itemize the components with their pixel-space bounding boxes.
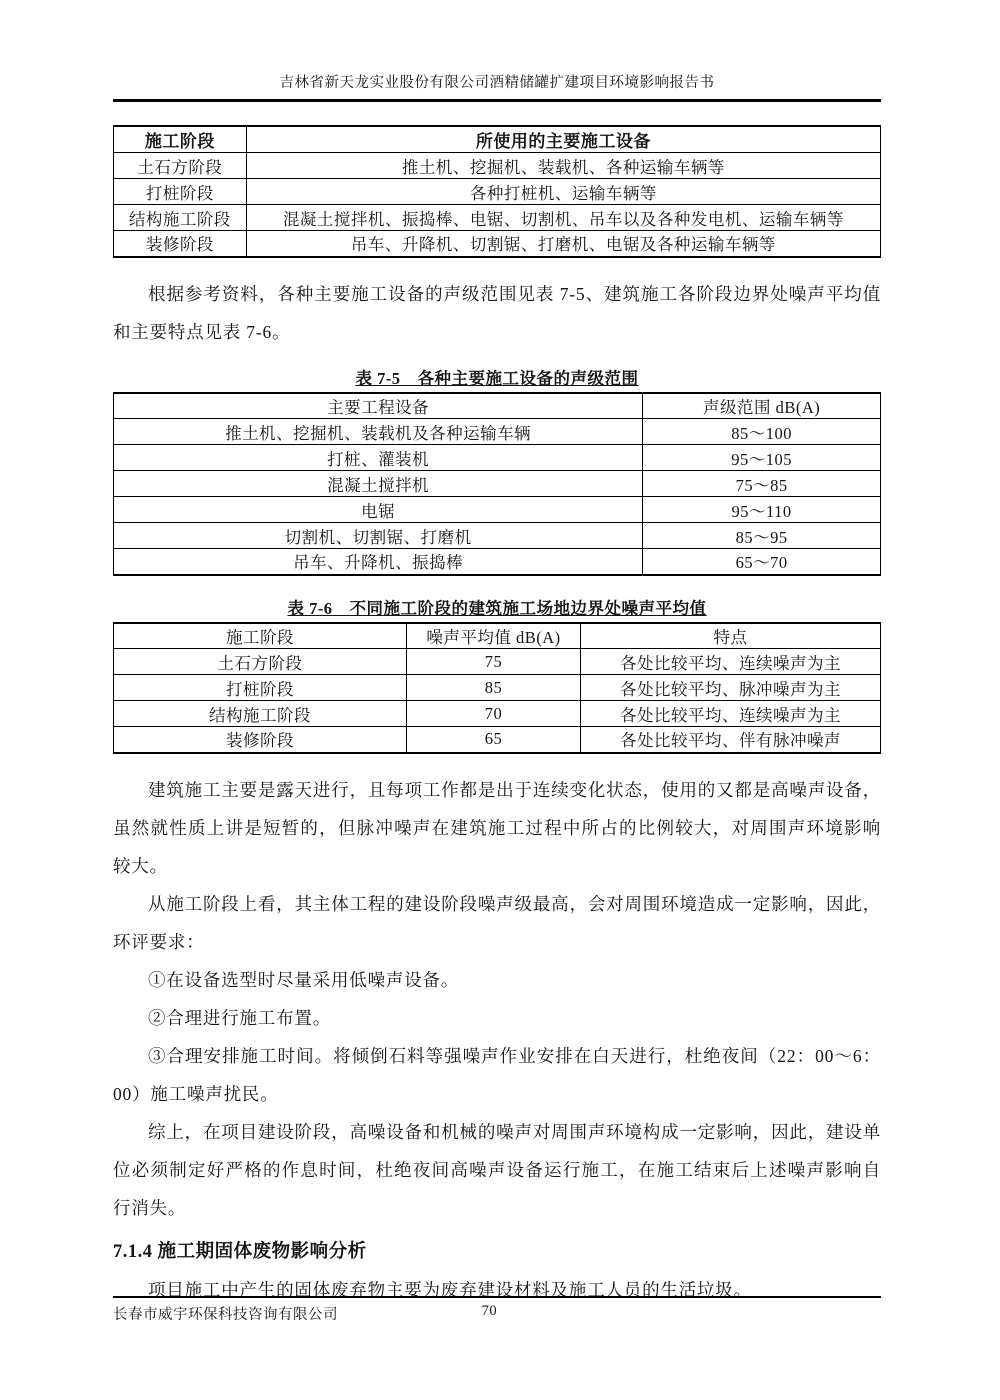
table-cell: 推土机、挖掘机、装载机、各种运输车辆等: [246, 153, 880, 179]
boundary-noise-table: [113, 622, 881, 754]
table-row: [114, 205, 881, 231]
table-row: [114, 153, 881, 179]
table-cell: 75: [406, 649, 580, 675]
table-header-cell: 所使用的主要施工设备: [246, 126, 880, 153]
intro-paragraph: 根据参考资料，各种主要施工设备的声级范围见表 7-5、建筑施工各阶段边界处噪声平均值和主要特点见表 7-6。: [113, 283, 881, 342]
table-row: [114, 471, 881, 497]
document-title: 吉林省新天龙实业股份有限公司酒精储罐扩建项目环境影响报告书: [279, 75, 715, 91]
table-cell: 65～70: [643, 549, 881, 575]
footer-company: 长春市威宇环保科技咨询有限公司: [113, 1307, 338, 1323]
table-row: [114, 549, 881, 575]
paragraph-item-1: ①在设备选型时尽量采用低噪声设备。: [148, 969, 460, 990]
table-cell: 65: [406, 727, 580, 753]
table-cell: 95～105: [643, 445, 881, 471]
paragraph-item-2: ②合理进行施工布置。: [148, 1007, 331, 1028]
table-header-cell: 特点: [581, 623, 881, 649]
table-cell: 结构施工阶段: [114, 701, 407, 727]
table-row: [114, 727, 881, 753]
table-7-6-title-text: 表 7-6 不同施工阶段的建筑施工场地边界处噪声平均值: [287, 598, 707, 618]
table-cell: 结构施工阶段: [114, 205, 247, 231]
table-cell: 85～100: [643, 419, 881, 445]
table-cell: 各处比较平均、连续噪声为主: [581, 649, 881, 675]
table-cell: 70: [406, 701, 580, 727]
table-cell: 85: [406, 675, 580, 701]
table-row: [114, 497, 881, 523]
table-7-5-title: [113, 365, 881, 389]
table-header-cell: 噪声平均值 dB(A): [406, 623, 580, 649]
body-paragraphs: [113, 771, 881, 1227]
intro-paragraph-block: [113, 275, 881, 351]
table-cell: 切割机、切割锯、打磨机: [114, 523, 643, 549]
table-cell: 打桩、灌装机: [114, 445, 643, 471]
table-7-6-title: [113, 595, 881, 619]
paragraph: 综上，在项目建设阶段，高噪设备和机械的噪声对周围声环境构成一定影响，因此，建设单位必须制定好严格的作息时间，杜绝夜间高噪声设备运行施工，在施工结束后上述噪声影响自行消失。: [113, 1121, 881, 1218]
table-row: [114, 675, 881, 701]
table-cell: 吊车、升降机、切割锯、打磨机、电锯及各种运输车辆等: [246, 231, 880, 257]
paragraph: 从施工阶段上看，其主体工程的建设阶段噪声级最高，会对周围环境造成一定影响，因此，环评要求：: [113, 893, 881, 952]
table-cell: 各处比较平均、伴有脉冲噪声: [581, 727, 881, 753]
table-header-cell: 主要工程设备: [114, 393, 643, 419]
table-row: [114, 445, 881, 471]
table-row: [114, 649, 881, 675]
table-cell: 吊车、升降机、振捣棒: [114, 549, 643, 575]
table-header-row: [114, 393, 881, 419]
page-content: [113, 0, 881, 1326]
table-row: [114, 419, 881, 445]
table-header-cell: 声级范围 dB(A): [643, 393, 881, 419]
page-header: [113, 0, 881, 102]
table-cell: 95～110: [643, 497, 881, 523]
table-cell: 打桩阶段: [114, 675, 407, 701]
table-cell: 装修阶段: [114, 231, 247, 257]
table-cell: 土石方阶段: [114, 649, 407, 675]
table-row: [114, 231, 881, 257]
closing-paragraph: 项目施工中产生的固体废弃物主要为废弃建设材料及施工人员的生活垃圾。: [148, 1279, 752, 1300]
table-cell: 85～95: [643, 523, 881, 549]
table-cell: 电锯: [114, 497, 643, 523]
table-7-5-title-text: 表 7-5 各种主要施工设备的声级范围: [355, 368, 639, 388]
table-cell: 75～85: [643, 471, 881, 497]
table-row: [114, 179, 881, 205]
table-row: [114, 701, 881, 727]
page-footer: [113, 1296, 881, 1324]
noise-range-table: [113, 392, 881, 576]
paragraph: 建筑施工主要是露天进行，且每项工作都是出于连续变化状态，使用的又都是高噪声设备，虽然就性质上讲是短暂的，但脉冲噪声在建筑施工过程中所占的比例较大，对周围声环境影响较大。: [113, 779, 881, 876]
table-cell: 各处比较平均、脉冲噪声为主: [581, 675, 881, 701]
equipment-table: [113, 125, 881, 258]
table-cell: 推土机、挖掘机、装载机及各种运输车辆: [114, 419, 643, 445]
table-header-row: [114, 623, 881, 649]
table-cell: 混凝土搅拌机: [114, 471, 643, 497]
table-cell: 打桩阶段: [114, 179, 247, 205]
table-cell: 各处比较平均、连续噪声为主: [581, 701, 881, 727]
table-header-cell: 施工阶段: [114, 126, 247, 153]
table-cell: 装修阶段: [114, 727, 407, 753]
table-header-row: [114, 126, 881, 153]
header-rule: [113, 99, 881, 102]
table-row: [114, 523, 881, 549]
page-number: 70: [481, 1303, 498, 1319]
table-header-cell: 施工阶段: [114, 623, 407, 649]
table-cell: 各种打桩机、运输车辆等: [246, 179, 880, 205]
paragraph-item-3: ③合理安排施工时间。将倾倒石料等强噪声作业安排在白天进行，杜绝夜间（22：00～6：00）施工噪声扰民。: [113, 1045, 881, 1104]
table-cell: 混凝土搅拌机、振捣棒、电锯、切割机、吊车以及各种发电机、运输车辆等: [246, 205, 880, 231]
section-heading-7-1-4: 7.1.4 施工期固体废物影响分析: [113, 1241, 367, 1262]
table-cell: 土石方阶段: [114, 153, 247, 179]
